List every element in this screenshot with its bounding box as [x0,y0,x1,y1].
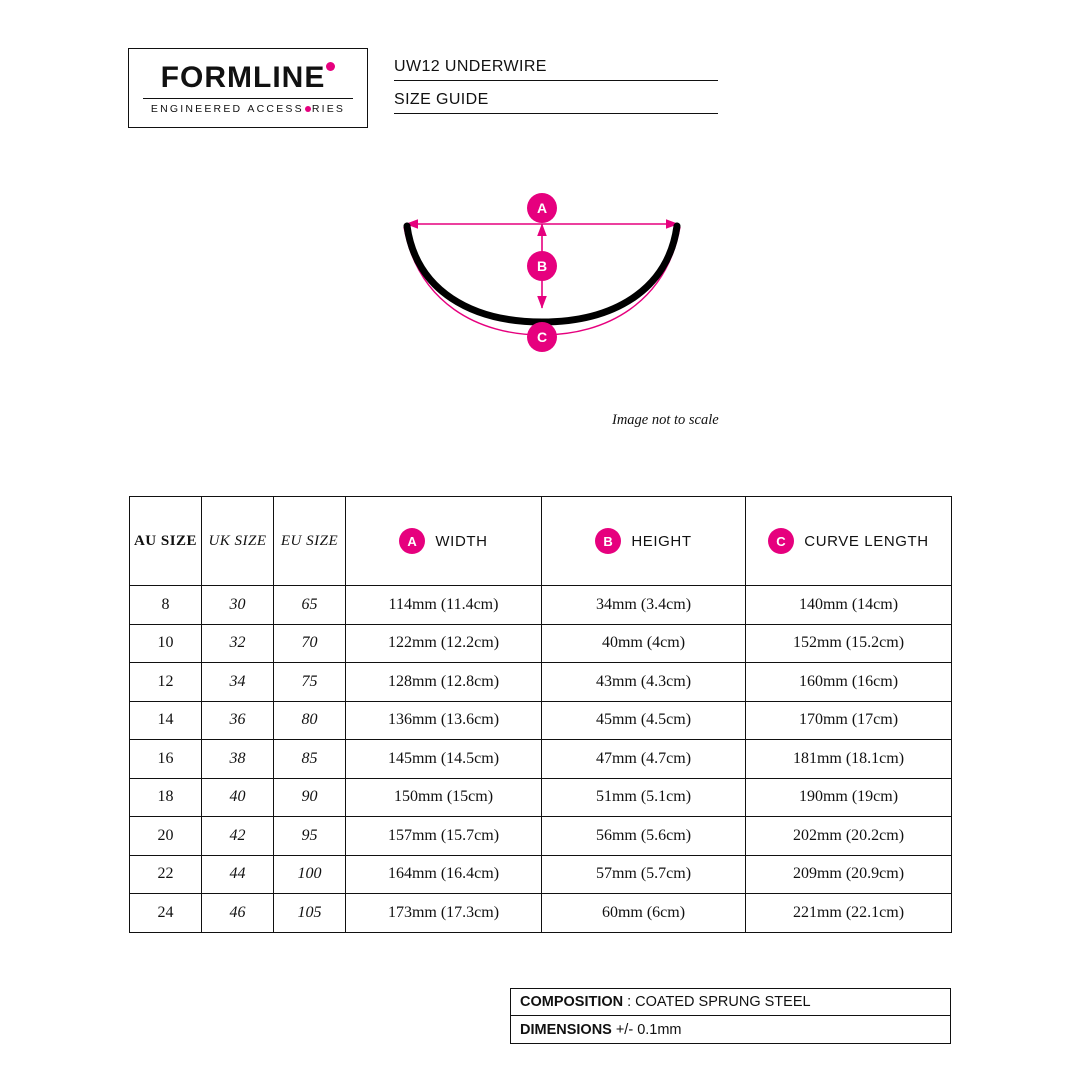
cell-uk-size: 32 [202,624,274,663]
cell-eu-size: 100 [274,855,346,894]
table-row [130,624,952,663]
cell-uk-size: 38 [202,740,274,779]
cell-eu-size: 70 [274,624,346,663]
cell-au-size: 20 [130,817,202,856]
logo-divider [143,98,353,100]
composition-value: : COATED SPRUNG STEEL [627,994,811,1010]
cell-eu-size: 95 [274,817,346,856]
cell-width: 145mm (14.5cm) [346,740,542,779]
cell-uk-size: 34 [202,663,274,702]
cell-width: 122mm (12.2cm) [346,624,542,663]
cell-height: 34mm (3.4cm) [542,586,746,625]
badge-c-icon: C [527,322,557,352]
diagram-caption: Image not to scale [612,412,719,428]
cell-uk-size: 46 [202,894,274,933]
cell-uk-size: 42 [202,817,274,856]
header-width-label: WIDTH [435,532,488,550]
cell-width: 173mm (17.3cm) [346,894,542,933]
cell-au-size: 10 [130,624,202,663]
header-uk-size: UK SIZE [202,497,274,586]
cell-au-size: 16 [130,740,202,779]
document-header [128,48,718,128]
table-header-row [130,497,952,586]
cell-width: 157mm (15.7cm) [346,817,542,856]
cell-height: 51mm (5.1cm) [542,778,746,817]
table-row [130,894,952,933]
composition-label: COMPOSITION [520,994,624,1010]
document-title-block [394,48,718,128]
cell-width: 150mm (15cm) [346,778,542,817]
cell-curve-length: 152mm (15.2cm) [746,624,952,663]
cell-curve-length: 170mm (17cm) [746,701,952,740]
header-width [346,497,542,586]
tagline-part-2: RIES [311,103,346,116]
cell-uk-size: 36 [202,701,274,740]
cell-uk-size: 44 [202,855,274,894]
cell-curve-length: 190mm (19cm) [746,778,952,817]
cell-curve-length: 140mm (14cm) [746,586,952,625]
brand-name-label: FORMLINE [160,60,326,94]
cell-eu-size: 75 [274,663,346,702]
header-eu-size: EU SIZE [274,497,346,586]
logo-dot-icon [326,62,335,71]
header-badge-c-icon: C [768,528,794,554]
brand-tagline [151,103,345,115]
dimensions-label: DIMENSIONS [520,1021,612,1038]
brand-logo [128,48,368,128]
cell-au-size: 14 [130,701,202,740]
dimensions-value: +/- 0.1mm [615,1021,682,1038]
badge-b-icon: B [527,251,557,281]
cell-eu-size: 80 [274,701,346,740]
cell-width: 136mm (13.6cm) [346,701,542,740]
cell-width: 164mm (16.4cm) [346,855,542,894]
specification-footer [510,988,951,1044]
header-height-label: HEIGHT [631,532,692,550]
cell-uk-size: 30 [202,586,274,625]
table-row [130,740,952,779]
cell-au-size: 12 [130,663,202,702]
cell-curve-length: 202mm (20.2cm) [746,817,952,856]
cell-au-size: 22 [130,855,202,894]
cell-curve-length: 160mm (16cm) [746,663,952,702]
table-row [130,817,952,856]
table-row [130,855,952,894]
cell-height: 57mm (5.7cm) [542,855,746,894]
tagline-dot-icon [305,106,311,112]
cell-width: 114mm (11.4cm) [346,586,542,625]
cell-width: 128mm (12.8cm) [346,663,542,702]
header-height [542,497,746,586]
cell-height: 43mm (4.3cm) [542,663,746,702]
header-curve-label: CURVE LENGTH [804,532,929,550]
cell-au-size: 8 [130,586,202,625]
size-table [129,496,952,933]
cell-height: 40mm (4cm) [542,624,746,663]
table-row [130,778,952,817]
cell-height: 45mm (4.5cm) [542,701,746,740]
tagline-part-1: ENGINEERED ACCESS [150,103,304,116]
cell-eu-size: 90 [274,778,346,817]
table-row [130,586,952,625]
cell-curve-length: 209mm (20.9cm) [746,855,952,894]
cell-curve-length: 221mm (22.1cm) [746,894,952,933]
table-row [130,663,952,702]
cell-height: 56mm (5.6cm) [542,817,746,856]
size-table-container [129,496,951,933]
cell-eu-size: 85 [274,740,346,779]
dimensions-row [511,1016,950,1043]
header-badge-b-icon: B [595,528,621,554]
header-au-size: AU SIZE [130,497,202,586]
cell-height: 60mm (6cm) [542,894,746,933]
underwire-diagram [360,175,740,375]
document-subtitle: SIZE GUIDE [394,91,718,114]
cell-height: 47mm (4.7cm) [542,740,746,779]
composition-row [511,989,950,1016]
product-code-title: UW12 UNDERWIRE [394,58,718,81]
brand-name-text [160,60,336,94]
cell-au-size: 18 [130,778,202,817]
table-row [130,701,952,740]
badge-a-icon: A [527,193,557,223]
cell-eu-size: 65 [274,586,346,625]
header-badge-a-icon: A [399,528,425,554]
cell-curve-length: 181mm (18.1cm) [746,740,952,779]
cell-eu-size: 105 [274,894,346,933]
cell-au-size: 24 [130,894,202,933]
header-curve-length [746,497,952,586]
cell-uk-size: 40 [202,778,274,817]
size-table-body [130,586,952,933]
